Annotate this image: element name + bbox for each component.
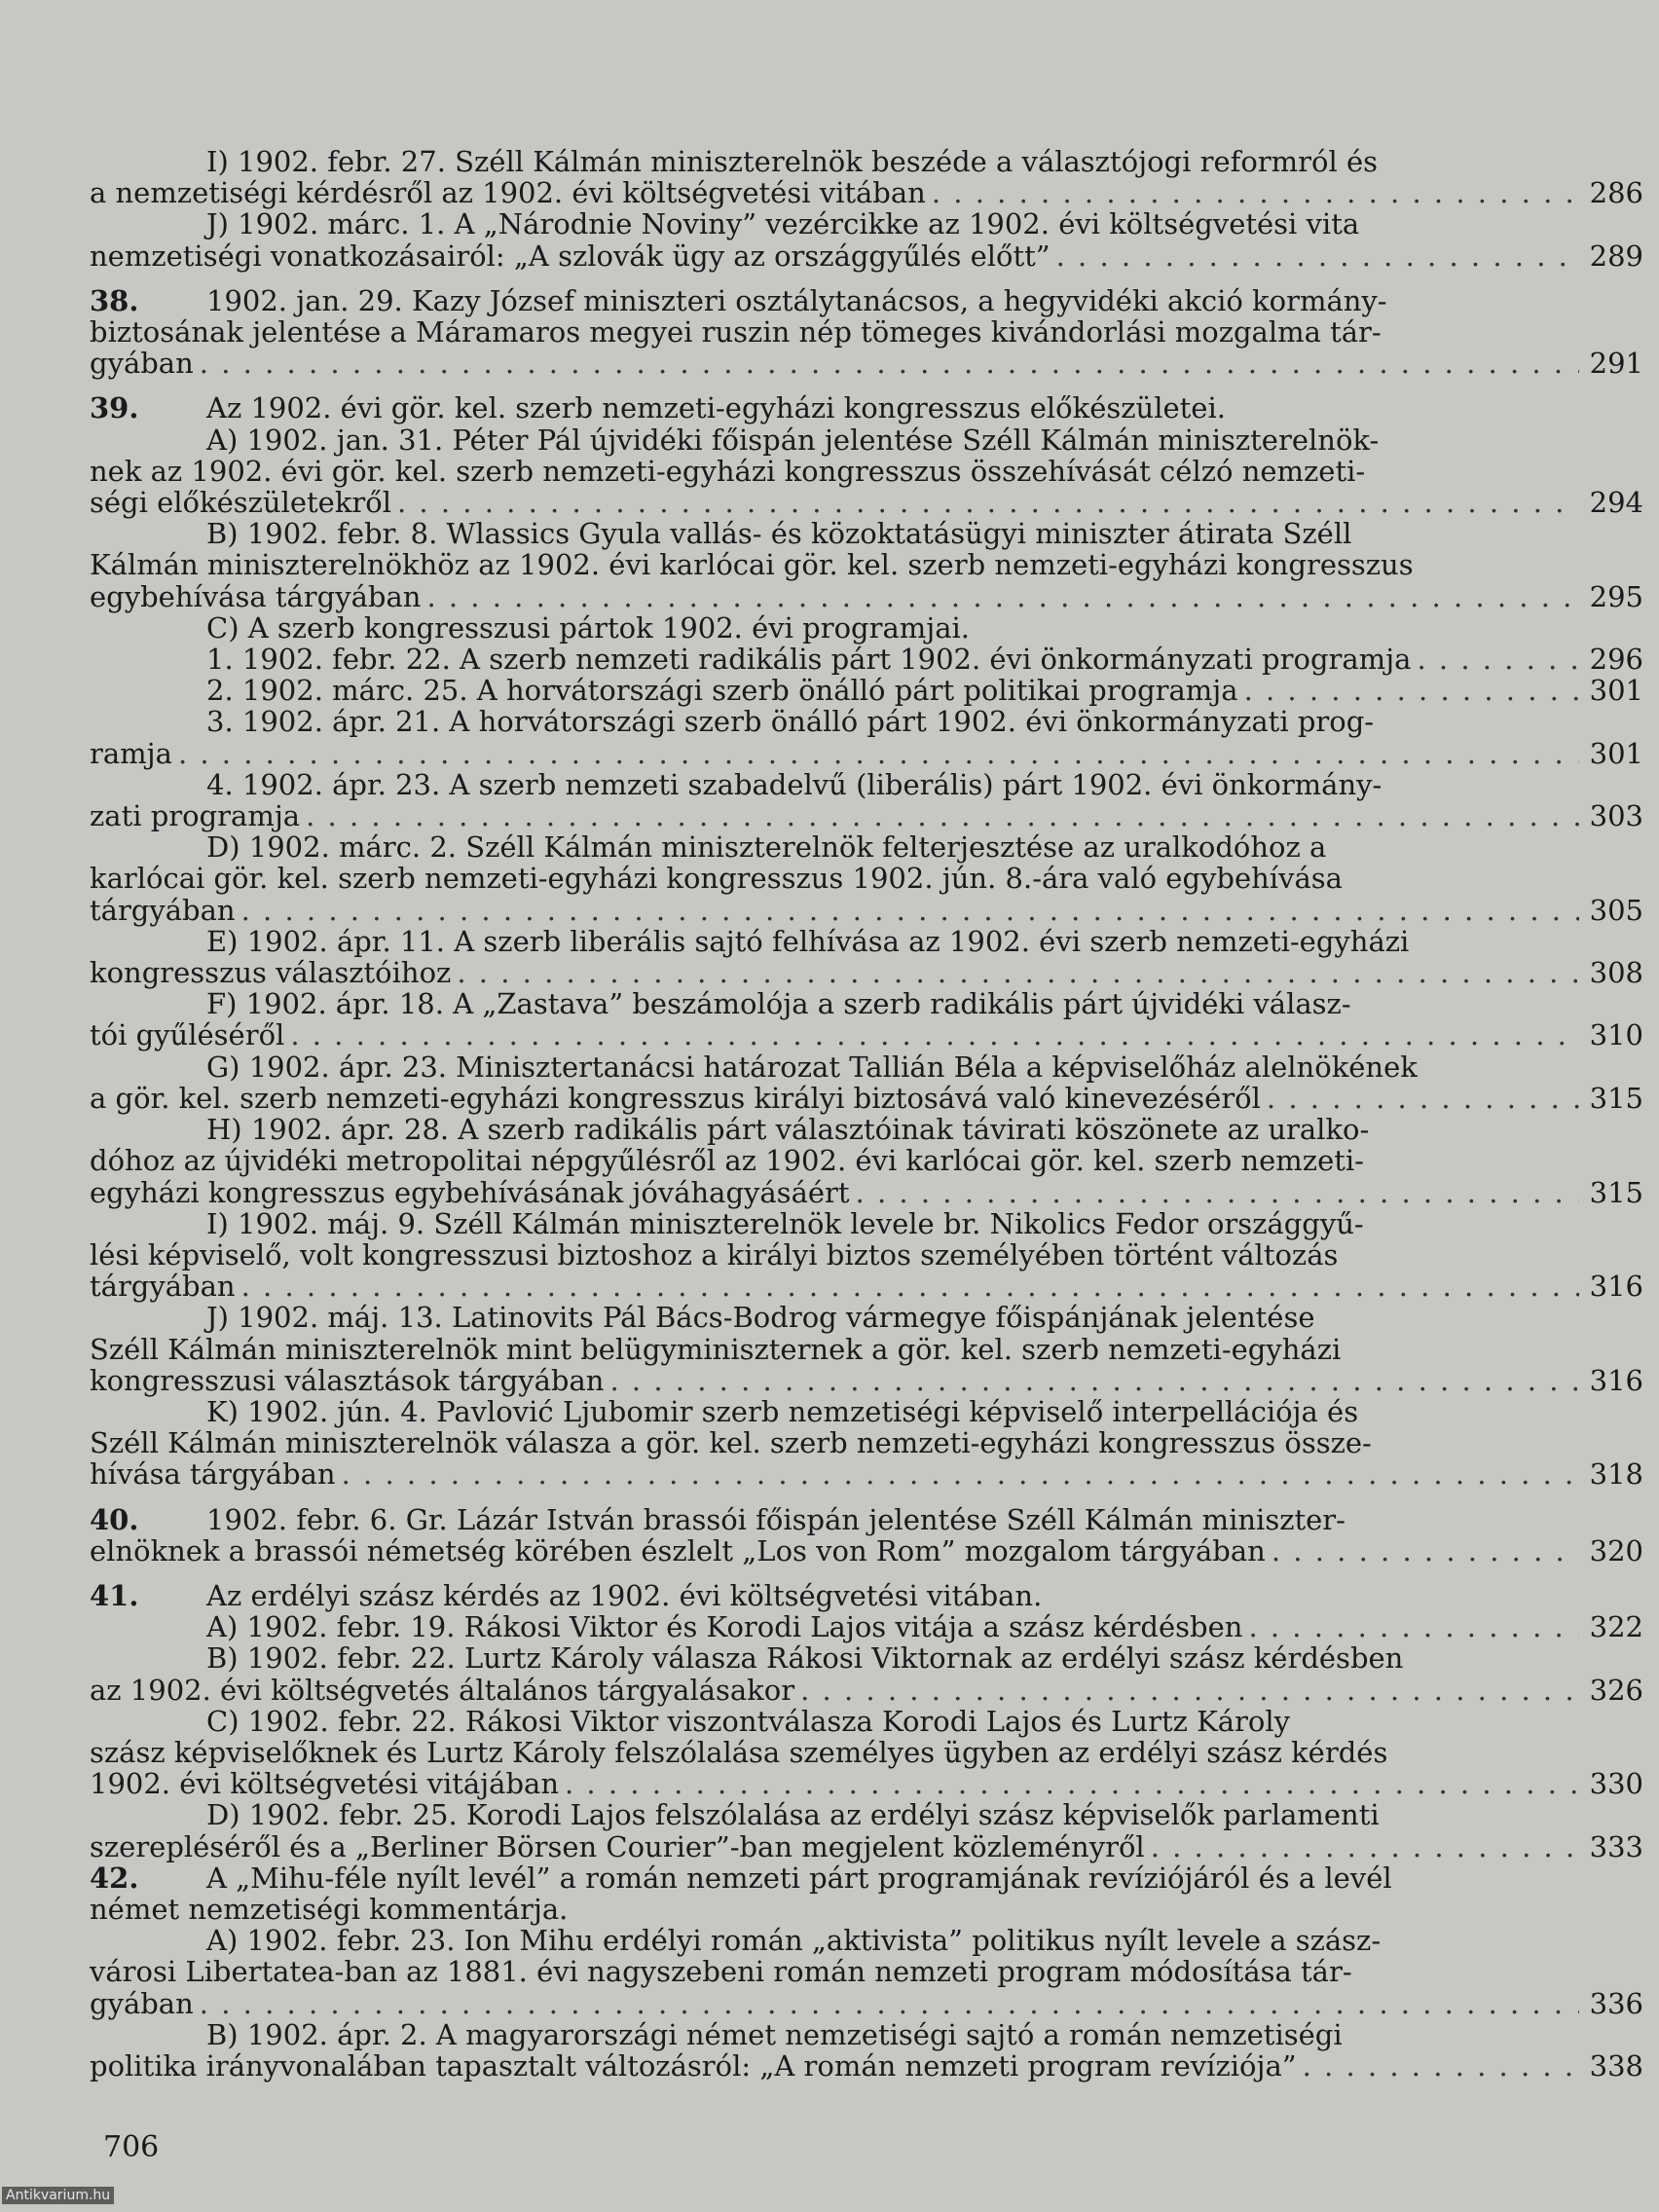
toc-line: gyában . . . 336 bbox=[90, 1988, 1643, 2019]
dot-leader bbox=[1417, 644, 1579, 675]
toc-line: 4. 1902. ápr. 23. A szerb nemzeti szabadelvű (liberális) párt 1902. évi önkormány- bbox=[206, 767, 1382, 801]
toc-entry-38 bbox=[90, 285, 1643, 380]
dot-leader bbox=[1272, 1535, 1579, 1567]
toc-entry-42 bbox=[90, 1862, 1643, 2082]
dot-leader bbox=[178, 738, 1579, 769]
page-number: 320 bbox=[1589, 1533, 1643, 1567]
toc-line: D) 1902. márc. 2. Széll Kálmán miniszterelnök felterjesztése az uralkodóhoz a bbox=[206, 830, 1327, 865]
dot-leader bbox=[1056, 240, 1579, 272]
toc-line: B) 1902. ápr. 2. A magyarországi német nemzetiségi sajtó a román nemzetiségi bbox=[206, 2017, 1343, 2051]
entry-number: 39. bbox=[90, 391, 139, 425]
toc-line: dóhoz az újvidéki metropolitai népgyűlésről az 1902. évi karlócai gör. kel. szerb nemzeti- bbox=[90, 1144, 1364, 1178]
toc-entry-40 bbox=[90, 1504, 1643, 1567]
toc-line: J) 1902. márc. 1. A „Národnie Noviny” vezércikke az 1902. évi költségvetési vita bbox=[206, 207, 1360, 241]
page-number: 315 bbox=[1589, 1081, 1643, 1115]
page-number: 294 bbox=[1589, 486, 1643, 520]
toc-line: I) 1902. máj. 9. Széll Kálmán miniszterelnök levele br. Nikolics Fedor országgyű- bbox=[206, 1206, 1364, 1240]
toc-line: 39. Az 1902. évi gör. kel. szerb nemzeti-egyházi kongresszus előkészületei. bbox=[90, 391, 1226, 425]
page-number: 310 bbox=[1589, 1018, 1643, 1052]
dot-leader bbox=[1244, 675, 1579, 706]
toc-line: kongresszusi választások tárgyában . . . 316 bbox=[90, 1365, 1643, 1396]
page-number: 330 bbox=[1589, 1767, 1643, 1801]
toc-line: zati programja . . . 303 bbox=[90, 800, 1643, 831]
toc-line: ramja . . . 301 bbox=[90, 738, 1643, 769]
page-number: 305 bbox=[1589, 893, 1643, 927]
toc-line: a gör. kel. szerb nemzeti-egyházi kongresszus királyi biztosává való kinevezéséről . . . 315 bbox=[90, 1083, 1643, 1114]
page-number: 336 bbox=[1589, 1986, 1643, 2020]
toc-line: ségi előkészületekről . . . 294 bbox=[90, 487, 1643, 518]
toc-line: I) 1902. febr. 27. Széll Kálmán miniszterelnök beszéde a választójogi reformról és bbox=[206, 145, 1379, 178]
toc-line: 42. A „Mihu-féle nyílt levél” a román nemzeti párt programjának revíziójáról és a levél bbox=[90, 1861, 1392, 1895]
toc-line: 41. Az erdélyi szász kérdés az 1902. évi költségvetési vitában. bbox=[90, 1578, 1043, 1612]
page-number: 296 bbox=[1589, 643, 1643, 677]
page-folio: 706 bbox=[103, 2130, 160, 2164]
page-number: 308 bbox=[1589, 956, 1643, 990]
dot-leader bbox=[565, 1768, 1579, 1799]
toc-line: egybehívása tárgyában . . . 295 bbox=[90, 581, 1643, 612]
table-of-contents bbox=[90, 146, 1643, 2082]
toc-line: biztosának jelentése a Máramaros megyei ruszin nép tömeges kivándorlási mozgalma tár- bbox=[90, 315, 1382, 350]
page-number: 316 bbox=[1589, 1270, 1643, 1304]
toc-line: tárgyában . . . 316 bbox=[90, 1271, 1643, 1302]
toc-line: hívása tárgyában . . . 318 bbox=[90, 1458, 1643, 1490]
toc-line: B) 1902. febr. 22. Lurtz Károly válasza Rákosi Viktornak az erdélyi szász kérdésben bbox=[206, 1641, 1404, 1676]
toc-line: A) 1902. jan. 31. Péter Pál újvidéki főispán jelentése Széll Kálmán miniszterelnök- bbox=[206, 423, 1380, 457]
toc-line: A) 1902. febr. 23. Ion Mihu erdélyi román „aktivista” politikus nyílt levele a szász- bbox=[206, 1924, 1382, 1958]
page-number: 338 bbox=[1589, 2048, 1643, 2083]
toc-line: K) 1902. jún. 4. Pavlović Ljubomir szerb nemzetiségi képviselő interpellációja és bbox=[206, 1394, 1359, 1428]
entry-number: 40. bbox=[90, 1502, 139, 1536]
toc-line: B) 1902. febr. 8. Wlassics Gyula vallás- és közoktatásügyi miniszter átirata Széll bbox=[206, 517, 1352, 551]
toc-line: kongresszus választóihoz . . . 308 bbox=[90, 957, 1643, 988]
toc-line: 38. 1902. jan. 29. Kazy József miniszteri osztálytanácsos, a hegyvidéki akció kormány- bbox=[90, 283, 1387, 317]
toc-line: szerepléséről és a „Berliner Börsen Courier”-ban megjelent közleményről . . . 333 bbox=[90, 1831, 1643, 1862]
toc-line: a nemzetiségi kérdésről az 1902. évi költségvetési vitában . . . 286 bbox=[90, 177, 1643, 208]
dot-leader bbox=[932, 177, 1579, 208]
page-number: 316 bbox=[1589, 1363, 1643, 1397]
page-number: 289 bbox=[1589, 239, 1643, 273]
dot-leader bbox=[200, 348, 1579, 379]
page-number: 301 bbox=[1589, 736, 1643, 770]
toc-line: 40. 1902. febr. 6. Gr. Lázár István brassói főispán jelentése Széll Kálmán miniszter- bbox=[90, 1502, 1346, 1536]
toc-line: G) 1902. ápr. 23. Minisztertanácsi határozat Tallián Béla a képviselőház alelnökének bbox=[206, 1050, 1418, 1084]
dot-leader bbox=[306, 800, 1579, 831]
page-number: 286 bbox=[1589, 176, 1643, 210]
entry-number: 41. bbox=[90, 1578, 139, 1612]
toc-line: Széll Kálmán miniszterelnök válasza a gör. kel. szerb nemzeti-egyházi kongresszus össze- bbox=[90, 1426, 1372, 1460]
page-number: 333 bbox=[1589, 1829, 1643, 1863]
page-number: 318 bbox=[1589, 1457, 1643, 1492]
toc-entry-37 bbox=[90, 146, 1643, 272]
toc-line: az 1902. évi költségvetés általános tárgyalásakor . . . 326 bbox=[90, 1675, 1643, 1706]
dot-leader bbox=[1303, 2050, 1579, 2082]
toc-line: J) 1902. máj. 13. Latinovits Pál Bács-Bodrog vármegye főispánjának jelentése bbox=[206, 1301, 1315, 1335]
page-number: 291 bbox=[1589, 347, 1643, 381]
dot-leader bbox=[457, 957, 1579, 988]
toc-line: 1. 1902. febr. 22. A szerb nemzeti radikális párt 1902. évi önkormányzati programja . . . 296 bbox=[90, 644, 1643, 675]
page-number: 301 bbox=[1589, 674, 1643, 708]
toc-line: C) 1902. febr. 22. Rákosi Viktor viszontválasza Korodi Lajos és Lurtz Károly bbox=[206, 1704, 1291, 1738]
page-number: 295 bbox=[1589, 579, 1643, 613]
toc-entry-41 bbox=[90, 1580, 1643, 1862]
toc-line: gyában . . . 291 bbox=[90, 348, 1643, 379]
page-number: 322 bbox=[1589, 1610, 1643, 1644]
entry-number: 38. bbox=[90, 283, 139, 317]
toc-line: H) 1902. ápr. 28. A szerb radikális párt választóinak távirati köszönete az uralko- bbox=[206, 1113, 1370, 1147]
dot-leader bbox=[426, 581, 1579, 612]
dot-leader bbox=[1151, 1831, 1579, 1862]
toc-line: C) A szerb kongresszusi pártok 1902. évi programjai. bbox=[206, 610, 971, 645]
toc-line: tárgyában . . . 305 bbox=[90, 895, 1643, 926]
dot-leader bbox=[200, 1988, 1579, 2019]
dot-leader bbox=[397, 487, 1579, 518]
entry-number: 42. bbox=[90, 1861, 139, 1895]
dot-leader bbox=[290, 1019, 1579, 1051]
toc-line: tói gyűléséről . . . 310 bbox=[90, 1019, 1643, 1051]
toc-line: nemzetiségi vonatkozásairól: „A szlovák ügy az országgyűlés előtt” . . . 289 bbox=[90, 240, 1643, 272]
toc-line: 3. 1902. ápr. 21. A horvátországi szerb önálló párt 1902. évi önkormányzati prog- bbox=[206, 705, 1375, 739]
page-number: 315 bbox=[1589, 1175, 1643, 1209]
toc-line: 2. 1902. márc. 25. A horvátországi szerb önálló párt politikai programja . . . 301 bbox=[90, 675, 1643, 706]
toc-line: E) 1902. ápr. 11. A szerb liberális sajtó felhívása az 1902. évi szerb nemzeti-egyházi bbox=[206, 924, 1410, 958]
toc-line: 1902. évi költségvetési vitájában . . . 330 bbox=[90, 1768, 1643, 1799]
toc-line: lési képviselő, volt kongresszusi biztoshoz a királyi biztos személyében történt változás bbox=[90, 1237, 1339, 1272]
dot-leader bbox=[241, 1271, 1579, 1302]
toc-line: Széll Kálmán miniszterelnök mint belügyminiszternek a gör. kel. szerb nemzeti-egyházi bbox=[90, 1332, 1342, 1366]
toc-line: elnöknek a brassói németség körében észlelt „Los von Rom” mozgalom tárgyában . . . 320 bbox=[90, 1535, 1643, 1567]
toc-line: F) 1902. ápr. 18. A „Zastava” beszámolója a szerb radikális párt újvidéki válasz- bbox=[206, 987, 1351, 1021]
dot-leader bbox=[856, 1177, 1579, 1208]
dot-leader bbox=[342, 1458, 1579, 1490]
toc-line: Kálmán miniszterelnökhöz az 1902. évi karlócai gör. kel. szerb nemzeti-egyházi kongresszus bbox=[90, 548, 1414, 582]
toc-line: egyházi kongresszus egybehívásának jóváhagyásáért . . . 315 bbox=[90, 1177, 1643, 1208]
dot-leader bbox=[1248, 1611, 1579, 1642]
toc-line: A) 1902. febr. 19. Rákosi Viktor és Korodi Lajos vitája a szász kérdésben . . . 322 bbox=[90, 1611, 1643, 1642]
toc-line: szász képviselőknek és Lurtz Károly felszólalása személyes ügyben az erdélyi szász kérdés bbox=[90, 1735, 1388, 1769]
toc-line: D) 1902. febr. 25. Korodi Lajos felszólalása az erdélyi szász képviselők parlamenti bbox=[206, 1798, 1380, 1832]
dot-leader bbox=[1267, 1083, 1579, 1114]
toc-line: nek az 1902. évi gör. kel. szerb nemzeti-egyházi kongresszus összehívását célzó nemzeti- bbox=[90, 454, 1366, 488]
page-number: 326 bbox=[1589, 1673, 1643, 1707]
toc-line: karlócai gör. kel. szerb nemzeti-egyházi kongresszus 1902. jún. 8.-ára való egybehívása bbox=[90, 862, 1343, 896]
toc-line: német nemzetiségi kommentárja. bbox=[90, 1892, 569, 1926]
toc-entry-39 bbox=[90, 392, 1643, 1490]
dot-leader bbox=[241, 895, 1579, 926]
watermark: Antikvarium.hu bbox=[2, 2187, 114, 2204]
dot-leader bbox=[609, 1365, 1579, 1396]
toc-line: városi Libertatea-ban az 1881. évi nagyszebeni román nemzeti program módosítása tár- bbox=[90, 1955, 1352, 1989]
page-number: 303 bbox=[1589, 799, 1643, 833]
dot-leader bbox=[800, 1675, 1579, 1706]
toc-line: politika irányvonalában tapasztalt változásról: „A román nemzeti program revíziója” . . . 338 bbox=[90, 2050, 1643, 2082]
